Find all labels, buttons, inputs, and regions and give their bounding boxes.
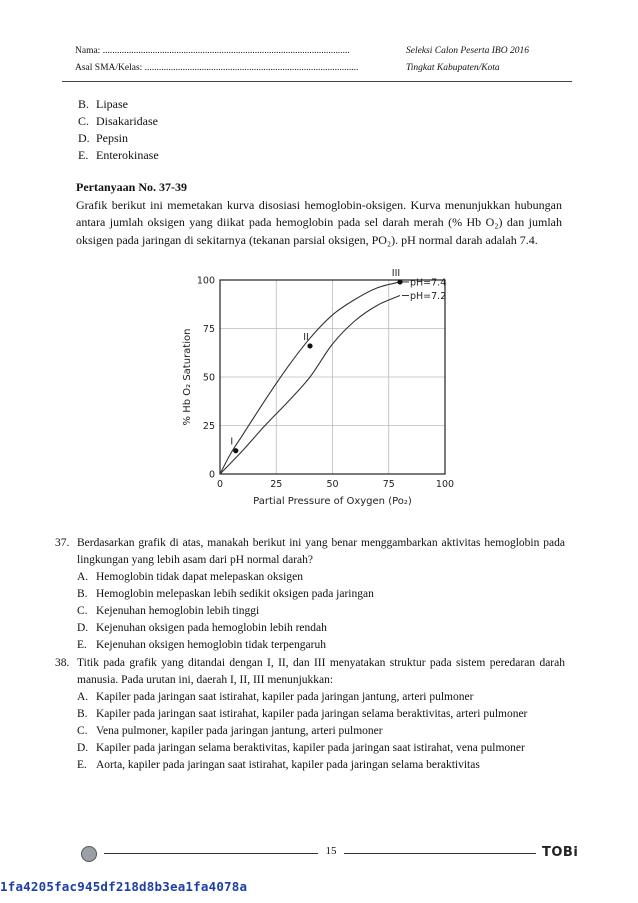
chart-series — [220, 277, 446, 474]
choice-text: Kejenuhan oksigen hemoglobin tidak terpengaruh — [96, 639, 326, 651]
choice-letter: E. — [77, 759, 87, 771]
tobi-logo: TOBi — [542, 845, 579, 860]
option-text: Pepsin — [96, 131, 129, 145]
choice-text: Kejenuhan oksigen pada hemoglobin lebih rendah — [96, 622, 327, 634]
answer-choice — [77, 740, 565, 757]
choice-text: Kejenuhan hemoglobin lebih tinggi — [96, 605, 260, 617]
answer-choices — [77, 689, 565, 774]
name-field-label: Nama: ........................................................................................................ — [75, 46, 350, 56]
question-text: Berdasarkan grafik di atas, manakah berikut ini yang benar menggambarkan aktivitas hemoglobin pada lingkungan yang lebih asam dari pH normal darah? — [77, 537, 565, 566]
answer-choice — [77, 637, 565, 654]
option-text: Lipase — [96, 97, 128, 111]
series-legend-label: pH=7.2 — [410, 291, 447, 303]
answer-choice — [77, 723, 565, 740]
option-text: Enterokinase — [96, 148, 159, 162]
page-header — [75, 43, 571, 77]
section-intro: Grafik berikut ini memetakan kurva disosiasi hemoglobin-oksigen. Kurva menunjukkan hubungan antara jumlah oksigen yang diikat pada hemoglobin pada sel darah merah (% Hb O₂) dan jumlah oksigen pada jaringan di sekitarnya (tekanan parsial oksigen, PO₂). pH normal darah adalah 7.4. — [76, 197, 562, 247]
series-line-ph-7-2 — [220, 296, 400, 474]
oxygen-dissociation-chart — [180, 262, 470, 524]
choice-text: Kapiler pada jaringan selama beraktivitas, kapiler pada jaringan saat istirahat, vena pulmoner — [96, 742, 525, 754]
point-label: II — [303, 331, 309, 343]
footer-divider-right — [344, 853, 536, 854]
choice-letter: B. — [77, 588, 88, 600]
document-hash: 1fa4205fac945df218d8b3ea1fa4078a — [0, 879, 248, 894]
x-tick-label: 0 — [216, 479, 224, 490]
choice-letter: D. — [77, 622, 89, 634]
event-level: Tingkat Kabupaten/Kota — [406, 63, 500, 73]
option-letter: C. — [78, 114, 90, 128]
section-title: Pertanyaan No. 37-39 — [76, 180, 187, 194]
choice-letter: C. — [77, 725, 88, 737]
answer-choice — [77, 603, 565, 620]
x-tick-label: 100 — [435, 479, 455, 490]
x-axis-label: Partial Pressure of Oxygen (Po₂) — [253, 496, 412, 507]
series-legend-label: pH=7.4 — [410, 277, 447, 289]
page-number: 15 — [325, 845, 337, 857]
x-tick-label: 75 — [382, 479, 395, 490]
y-tick-label: 100 — [196, 275, 215, 287]
x-tick-label: 25 — [270, 479, 283, 490]
question-38 — [55, 655, 565, 774]
y-tick-label: 75 — [202, 324, 215, 335]
option-text: Disakaridase — [96, 114, 158, 128]
option-letter: E. — [78, 148, 89, 162]
answer-choice — [77, 569, 565, 586]
event-title: Seleksi Calon Peserta IBO 2016 — [406, 46, 529, 56]
choice-letter: B. — [77, 708, 88, 720]
y-tick-label: 25 — [202, 421, 215, 432]
point-marker — [233, 448, 238, 453]
y-axis-label: % Hb O₂ Saturation — [182, 328, 193, 426]
header-divider — [62, 81, 572, 82]
chart-grid — [220, 280, 445, 474]
question-number: 38. — [55, 657, 70, 669]
point-label: I — [230, 436, 234, 448]
choice-letter: A. — [77, 691, 89, 703]
previous-question-options — [78, 96, 159, 164]
choice-letter: E. — [77, 639, 87, 651]
choice-text: Kapiler pada jaringan saat istirahat, kapiler pada jaringan selama beraktivitas, arteri pulmoner — [96, 708, 528, 720]
emblem-icon — [81, 846, 97, 862]
option-item — [78, 96, 159, 113]
answer-choice — [77, 706, 565, 723]
question-37 — [55, 535, 565, 654]
choice-text: Kapiler pada jaringan saat istirahat, kapiler pada jaringan jantung, arteri pulmoner — [96, 691, 474, 703]
choice-text: Aorta, kapiler pada jaringan saat istirahat, kapiler pada jaringan selama beraktivitas — [96, 759, 480, 771]
question-group-intro — [76, 179, 562, 249]
school-field-label: Asal SMA/Kelas: .......................................................................................... — [75, 63, 359, 73]
point-label: III — [391, 267, 401, 279]
choice-text: Hemoglobin tidak dapat melepaskan oksigen — [96, 571, 303, 583]
y-tick-labels — [197, 276, 215, 481]
answer-choice — [77, 757, 565, 774]
option-letter: D. — [78, 131, 90, 145]
choice-letter: A. — [77, 571, 89, 583]
option-item — [78, 130, 159, 147]
x-tick-labels — [217, 479, 454, 490]
footer-divider-left — [104, 853, 318, 854]
question-text: Titik pada grafik yang ditandai dengan I, II, dan III menyatakan struktur pada sistem peredaran darah manusia. Pada urutan ini, daerah I, II, III menunjukkan: — [77, 657, 565, 686]
answer-choice — [77, 620, 565, 637]
option-item — [78, 113, 159, 130]
point-marker — [397, 279, 402, 284]
y-tick-label: 0 — [208, 469, 215, 481]
question-number: 37. — [55, 537, 70, 549]
question-stem — [55, 535, 565, 569]
question-stem — [55, 655, 565, 689]
choice-letter: C. — [77, 605, 88, 617]
option-letter: B. — [78, 97, 90, 111]
choice-text: Hemoglobin melepaskan lebih sedikit oksigen pada jaringan — [96, 588, 374, 600]
answer-choice — [77, 586, 565, 603]
y-tick-label: 50 — [202, 372, 215, 384]
choice-text: Vena pulmoner, kapiler pada jaringan jantung, arteri pulmoner — [96, 725, 383, 737]
choice-letter: D. — [77, 742, 89, 754]
answer-choices — [77, 569, 565, 654]
answer-choice — [77, 689, 565, 706]
x-tick-label: 50 — [326, 479, 339, 490]
option-item — [78, 147, 159, 164]
point-marker — [307, 343, 312, 348]
